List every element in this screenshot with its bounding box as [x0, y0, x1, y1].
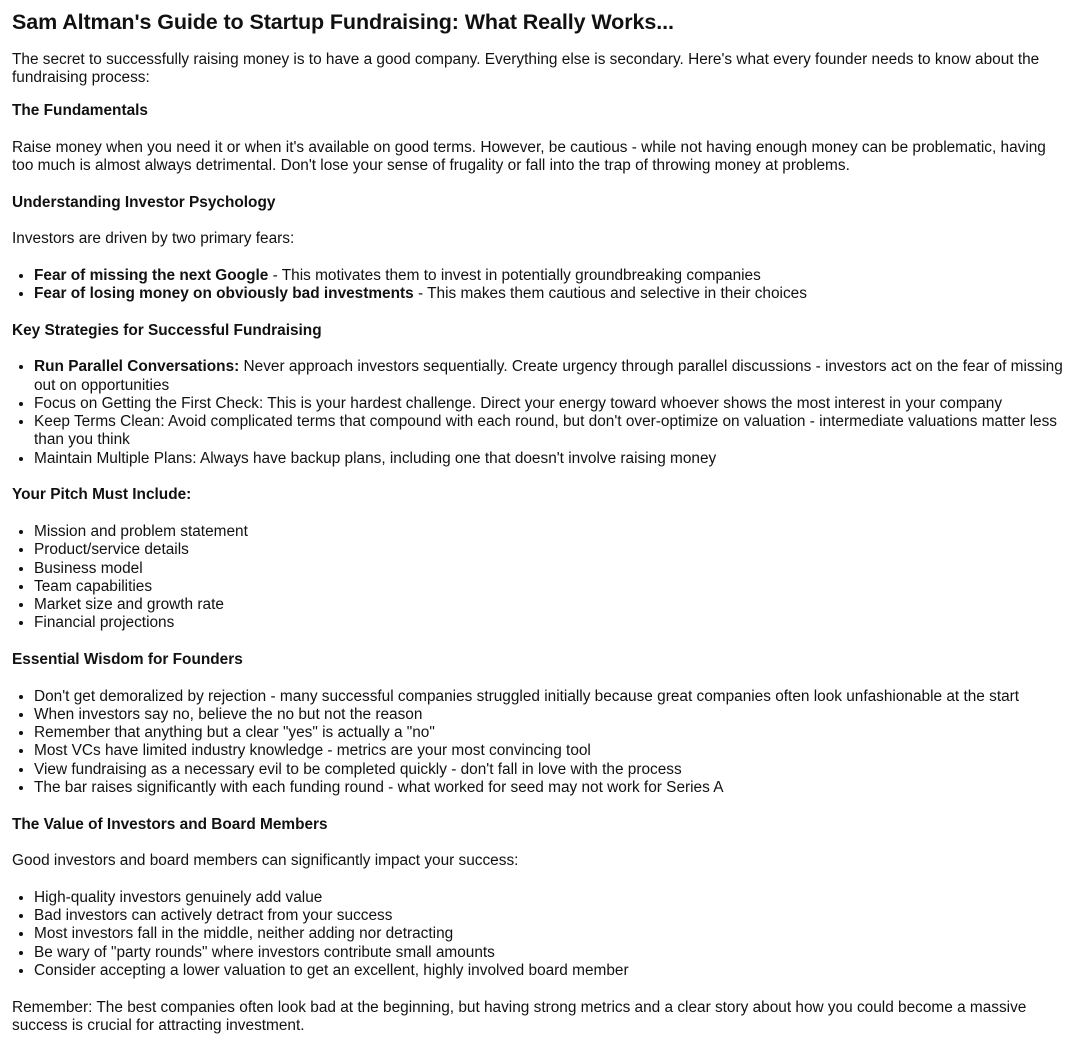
list-item-text: Never approach investors sequentially. Create urgency through parallel discussions - investors act on the fear of missing out on opportunities — [34, 358, 1063, 394]
list-item — [34, 285, 1067, 303]
section-heading-strategies: Key Strategies for Successful Fundraising — [12, 321, 322, 339]
list-item-text: Focus on Getting the First Check: This is your hardest challenge. Direct your energy toward whoever shows the most interest in your company — [34, 394, 1003, 412]
list-item: • View fundraising as a necessary evil to be completed quickly - don't fall in love with the process — [34, 761, 1067, 779]
list-item: • Bad investors can actively detract from your success — [34, 907, 1067, 925]
list-item — [34, 413, 1067, 450]
section-heading-wisdom: Essential Wisdom for Founders — [12, 651, 243, 668]
list-item: • Mission and problem statement — [34, 523, 1067, 541]
list-item — [34, 395, 1067, 413]
value-list — [12, 889, 1067, 980]
list-item: • Business model — [34, 560, 1067, 578]
list-item-text: - This makes them cautious and selective in their choices — [413, 285, 807, 303]
section-heading-psychology: Understanding Investor Psychology — [12, 193, 276, 211]
list-item: • Product/service details — [34, 541, 1067, 559]
list-item-text: Keep Terms Clean: Avoid complicated terms that compound with each round, but don't over-optimize on valuation - intermediate valuations matter less than you think — [34, 413, 1057, 449]
list-item: • Don't get demoralized by rejection - many successful companies struggled initially because great companies often look unfashionable at the start — [34, 688, 1067, 706]
list-item: • Remember that anything but a clear "yes" is actually a "no" — [34, 724, 1067, 742]
list-item: • Financial projections — [34, 614, 1067, 632]
list-item-text: - This motivates them to invest in potentially groundbreaking companies — [268, 266, 761, 284]
list-item — [34, 358, 1067, 395]
list-item-bold: Fear of losing money on obviously bad investments — [34, 285, 414, 303]
closing-paragraph: Remember: The best companies often look bad at the beginning, but having strong metrics and a clear story about how you could become a massive success is crucial for attracting investment. — [12, 998, 1027, 1034]
list-item: • High-quality investors genuinely add value — [34, 889, 1067, 907]
fundamentals-paragraph: Raise money when you need it or when it's available on good terms. However, be cautious - while not having enough money can be problematic, having too much is almost always detrimental. Don't lose your sense of frugality or fall into the trap of throwing money at problems. — [12, 138, 1046, 174]
list-item-bold: Run Parallel Conversations: — [34, 358, 240, 376]
list-item-text: Maintain Multiple Plans: Always have backup plans, including one that doesn't involve raising money — [34, 449, 717, 467]
list-item-bold: Fear of missing the next Google — [34, 266, 269, 284]
pitch-list — [12, 523, 1067, 633]
list-item: • Most investors fall in the middle, neither adding nor detracting — [34, 925, 1067, 943]
section-heading-pitch: Your Pitch Must Include: — [12, 486, 192, 504]
list-item: • Consider accepting a lower valuation to get an excellent, highly involved board member — [34, 962, 1067, 980]
section-heading-fundamentals: The Fundamentals — [12, 102, 148, 120]
list-item — [34, 267, 1067, 285]
psychology-intro: Investors are driven by two primary fears: — [12, 230, 295, 248]
list-item: • Market size and growth rate — [34, 596, 1067, 614]
wisdom-list — [12, 688, 1067, 798]
intro-paragraph: The secret to successfully raising money is to have a good company. Everything else is secondary. Here's what every founder needs to know about the fundraising process: — [12, 51, 1040, 87]
list-item: • Most VCs have limited industry knowledge - metrics are your most convincing tool — [34, 742, 1067, 760]
list-item: • Team capabilities — [34, 578, 1067, 596]
page-title: Sam Altman's Guide to Startup Fundraising: What Really Works... — [12, 10, 674, 34]
list-item — [34, 450, 1067, 468]
list-item: • The bar raises significantly with each funding round - what worked for seed may not work for Series A — [34, 779, 1067, 797]
strategies-list — [12, 358, 1067, 468]
section-heading-value: The Value of Investors and Board Members — [12, 815, 328, 833]
list-item: • When investors say no, believe the no but not the reason — [34, 706, 1067, 724]
value-intro: Good investors and board members can significantly impact your success: — [12, 852, 519, 870]
list-item: • Be wary of "party rounds" where investors contribute small amounts — [34, 944, 1067, 962]
psychology-list — [12, 267, 1067, 304]
